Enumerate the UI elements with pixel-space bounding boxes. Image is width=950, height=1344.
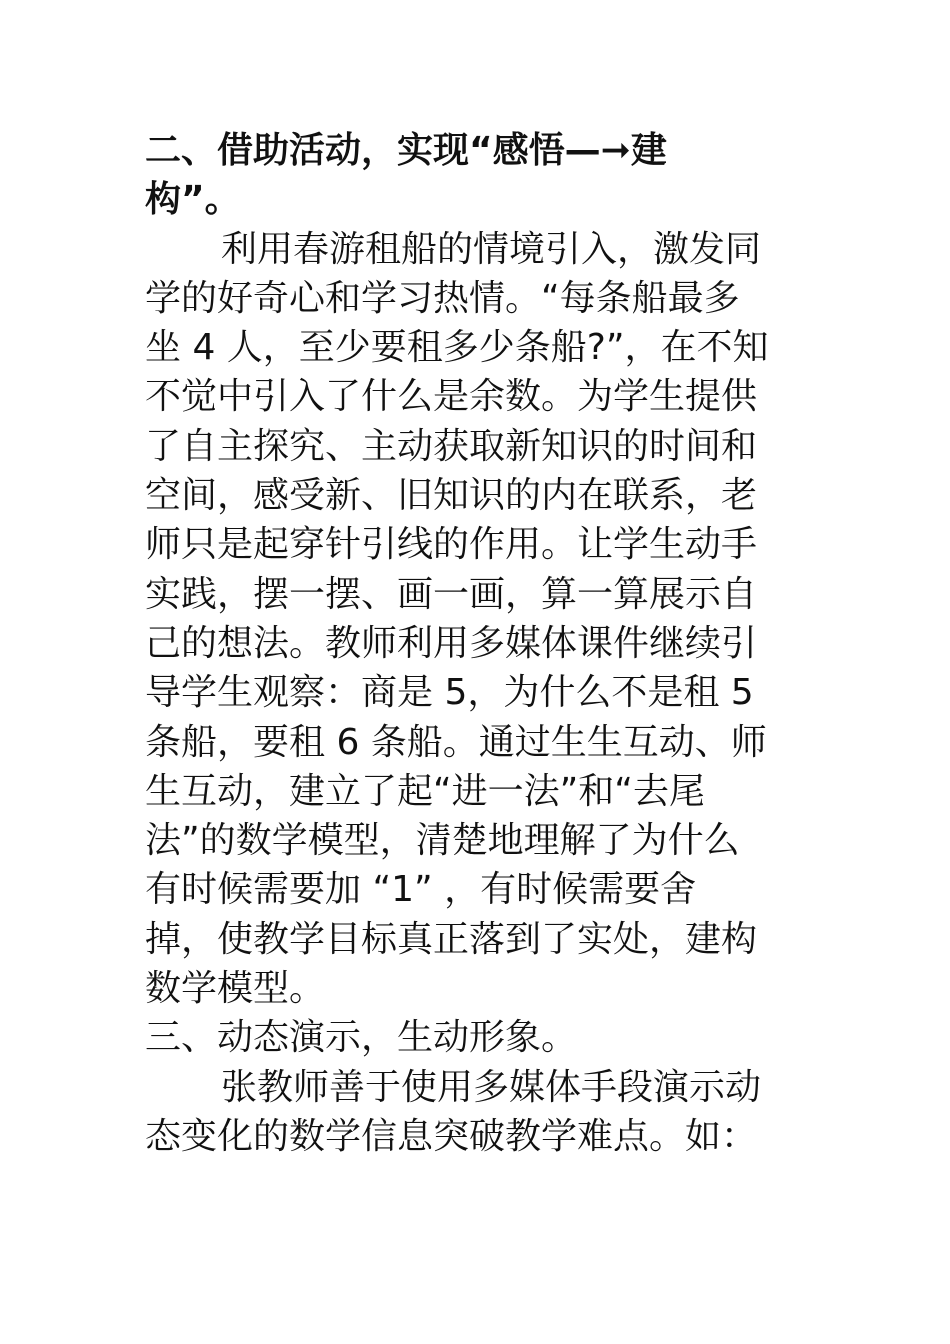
paragraph-line: 张教师善于使用多媒体手段演示动 — [221, 1066, 762, 1108]
paragraph-line: 师只是起穿针引线的作用。让学生动手 — [145, 524, 758, 566]
section-heading-3: 三、动态演示，生动形象。 — [145, 1017, 578, 1059]
paragraph-line: 条船，要租 6 条船。通过生生互动、师 — [145, 721, 767, 763]
section-heading-2-line-2: 构”。 — [145, 179, 241, 221]
paragraph-line: 了自主探究、主动获取新知识的时间和 — [145, 425, 758, 467]
paragraph-line: 不觉中引入了什么是余数。为学生提供 — [145, 376, 758, 418]
paragraph-line: 法”的数学模型，清楚地理解了为什么 — [145, 820, 740, 862]
paragraph-line: 掉，使教学目标真正落到了实处，建构 — [145, 918, 758, 960]
paragraph-line: 态变化的数学信息突破教学难点。如： — [145, 1115, 758, 1157]
paragraph-line: 利用春游租船的情境引入，激发同 — [221, 228, 762, 270]
paragraph-line: 生互动，建立了起“进一法”和“去尾 — [145, 770, 705, 812]
paragraph-line: 实践，摆一摆、画一画，算一算展示自 — [145, 573, 758, 615]
paragraph-line: 导学生观察：商是 5，为什么不是租 5 — [145, 672, 754, 714]
paragraph-line: 己的想法。教师利用多媒体课件继续引 — [145, 622, 758, 664]
document-page — [145, 126, 810, 1161]
paragraph-line: 有时候需要加 “1” ，有时候需要舍 — [145, 869, 697, 911]
paragraph-line: 空间，感受新、旧知识的内在联系，老 — [145, 475, 758, 517]
section-heading-2-line-1: 二、借助活动，实现“感悟—➞建 — [145, 130, 667, 171]
paragraph-line: 学的好奇心和学习热情。“每条船最多 — [145, 277, 740, 319]
paragraph-line: 坐 4 人，至少要租多少条船?”，在不知 — [145, 327, 769, 369]
paragraph-line: 数学模型。 — [145, 968, 326, 1010]
